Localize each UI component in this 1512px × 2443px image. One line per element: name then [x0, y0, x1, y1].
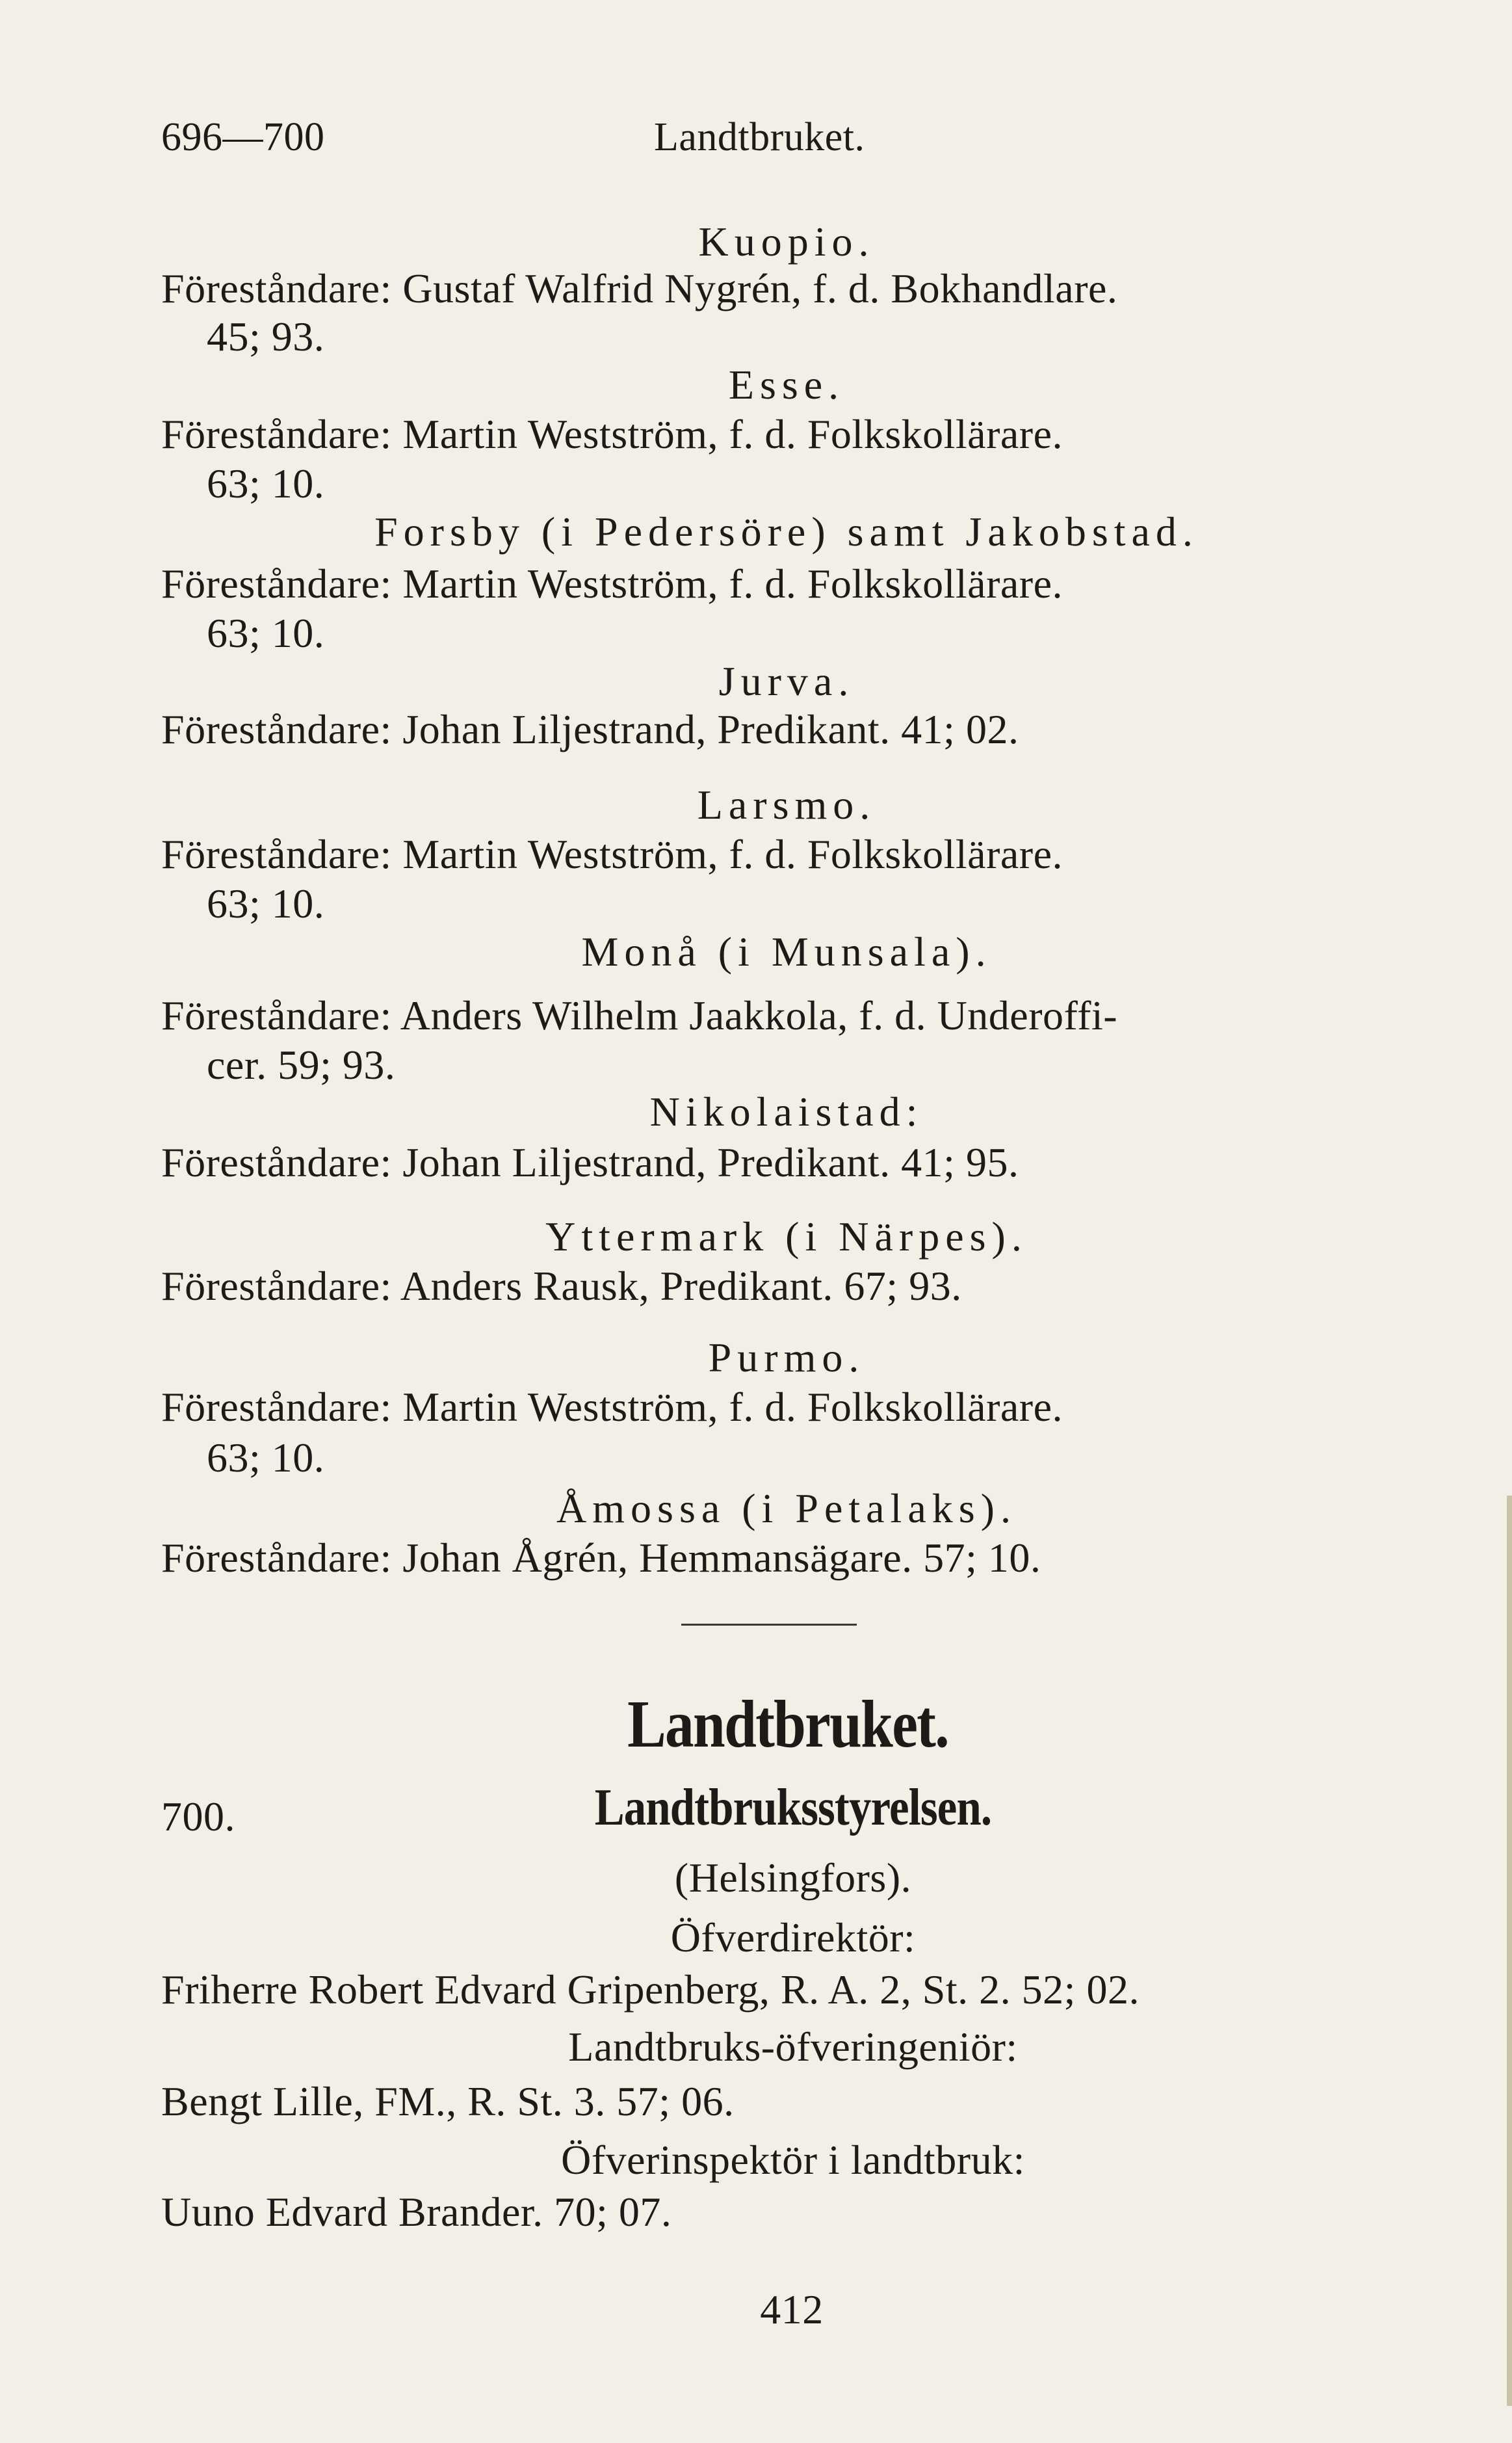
entry-line: Föreståndare: Martin Westström, f. d. Folkskollärare. [161, 1384, 1063, 1430]
place-heading: Larsmo. [697, 782, 876, 828]
page-number: 412 [760, 2286, 824, 2332]
section-divider [681, 1624, 857, 1626]
place-heading: Jurva. [718, 658, 855, 704]
header-range: 696—700 [161, 115, 325, 159]
entry-line: Föreståndare: Martin Westström, f. d. Folkskollärare. [161, 561, 1063, 607]
entry-line: Föreståndare: Johan Liljestrand, Predikant. 41; 02. [161, 706, 1019, 752]
place-heading: Purmo. [708, 1334, 865, 1380]
entry-line: Föreståndare: Martin Westström, f. d. Folkskollärare. [161, 831, 1063, 877]
role-heading: Öfverinspektör i landtbruk: [561, 2137, 1025, 2183]
entry-line: cer. 59; 93. [207, 1042, 396, 1088]
place-heading: Esse. [728, 362, 845, 408]
entry-line: 63; 10. [207, 610, 325, 656]
role-person: Bengt Lille, FM., R. St. 3. 57; 06. [161, 2078, 735, 2124]
role-person: Friherre Robert Edvard Gripenberg, R. A. 2, St. 2. 52; 02. [161, 1966, 1140, 2013]
entry-line: Föreståndare: Martin Westström, f. d. Folkskollärare. [161, 411, 1063, 457]
role-person: Uuno Edvard Brander. 70; 07. [161, 2189, 672, 2235]
section-subtitle: Landtbruksstyrelsen. [594, 1779, 992, 1836]
place-heading: Kuopio. [698, 218, 875, 265]
entry-line: Föreståndare: Anders Wilhelm Jaakkola, f. d. Underoffi- [161, 992, 1118, 1038]
section-number: 700. [161, 1793, 235, 1840]
place-heading: Åmossa (i Petalaks). [556, 1485, 1017, 1531]
role-heading: Landtbruks-öfveringeniör: [568, 2024, 1018, 2070]
header-title: Landtbruket. [654, 115, 865, 159]
entry-line: 63; 10. [207, 460, 325, 507]
entry-line: Föreståndare: Anders Rausk, Predikant. 67; 93. [161, 1263, 962, 1309]
place-heading: Yttermark (i Närpes). [545, 1213, 1028, 1260]
entry-line: Föreståndare: Johan Ågrén, Hemmansägare. 57; 10. [161, 1535, 1041, 1581]
place-heading: Forsby (i Pedersöre) samt Jakobstad. [374, 508, 1199, 555]
entry-line: Föreståndare: Johan Liljestrand, Predikant. 41; 95. [161, 1139, 1019, 1185]
page-edge-shadow [1507, 1496, 1512, 2406]
entry-line: Föreståndare: Gustaf Walfrid Nygrén, f. d. Bokhandlare. [161, 265, 1118, 311]
place-heading: Monå (i Munsala). [581, 929, 992, 975]
entry-line: 63; 10. [207, 880, 325, 927]
entry-line: 63; 10. [207, 1434, 325, 1481]
section-city: (Helsingfors). [674, 1855, 912, 1901]
role-heading: Öfverdirektör: [670, 1914, 916, 1961]
section-title: Landtbruket. [627, 1687, 948, 1762]
entry-line: 45; 93. [207, 313, 325, 360]
place-heading: Nikolaistad: [649, 1089, 924, 1135]
